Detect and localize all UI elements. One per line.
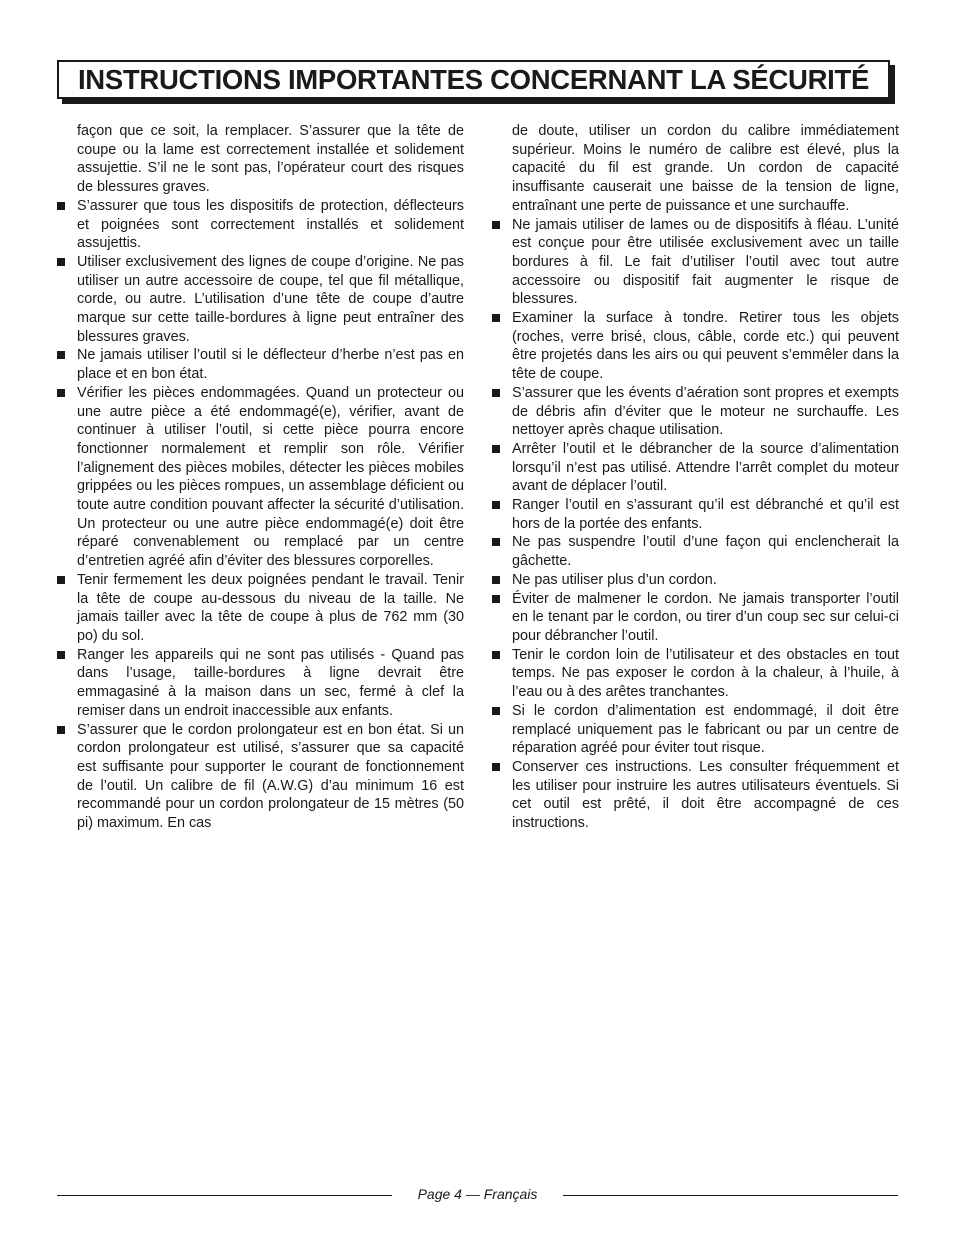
square-bullet-icon — [492, 763, 500, 771]
square-bullet-icon — [492, 314, 500, 322]
bullet-item — [492, 758, 899, 833]
continued-paragraph — [57, 122, 464, 197]
bullet-text: Vérifier les pièces endommagées. Quand un protecteur ou une autre pièce a été endommagé(e), vérifier, avant de continuer à utiliser l’outil, si cette pièce pourra encore fonctionner normalement et remplir son rôle. Vérifier l’alignement des pièces mobiles, détecter les pièces mobiles grippées ou les pièces rompues, un assemblage déficient ou toute autre condition pouvant affecter la sécurité d’utilisation. Un protecteur ou une autre pièce endommagé(e) doit être réparé convenablement ou remplacé par un centre d’entretien agréé afin d’éviter des blessures corporelles. — [77, 384, 464, 570]
square-bullet-icon — [492, 651, 500, 659]
bullet-text: de doute, utiliser un cordon du calibre immédiatement supérieur. Moins le numéro de calibre est élevé, plus la capacité du fil est grande. Un cordon de capacité insuffisante causerait une baisse de la tension de ligne, entraînant une perte de puissance et une surchauffe. — [512, 123, 899, 214]
bullet-text: Ne pas utiliser plus d’un cordon. — [512, 571, 717, 588]
bullet-text: S’assurer que tous les dispositifs de protection, déflecteurs et poignées sont correctement installés et solidement assujettis. — [77, 197, 464, 252]
bullet-item — [57, 197, 464, 253]
bullet-item — [492, 702, 899, 758]
square-bullet-icon — [492, 389, 500, 397]
continued-paragraph — [492, 122, 899, 216]
bullet-item — [492, 590, 899, 646]
page-title: INSTRUCTIONS IMPORTANTES CONCERNANT LA SÉCURITÉ — [77, 64, 870, 95]
bullet-text: S’assurer que les évents d’aération sont propres et exempts de débris afin d’éviter que le moteur ne surchauffe. Les nettoyer après chaque utilisation. — [512, 384, 899, 439]
bullet-item — [492, 309, 899, 384]
bullet-text: Utiliser exclusivement des lignes de coupe d’origine. Ne pas utiliser un autre accessoire de coupe, tel que fil métallique, corde, ou autre. L’utilisation d’une tête de coupe d’autre marque sur cette taille-bordures à ligne peut entraîner des blessures graves. — [77, 253, 464, 345]
bullet-item — [492, 216, 899, 310]
square-bullet-icon — [492, 221, 500, 229]
title-banner — [57, 60, 895, 104]
bullet-text: S’assurer que le cordon prolongateur est en bon état. Si un cordon prolongateur est utilisé, s’assurer que sa capacité est suffisante pour supporter le courant de fonctionnement de l’outil. Un calibre de fil (A.W.G) d’au minimum 16 est recommandé pour un cordon prolongateur de 15 mètres (50 pi) maximum. En cas — [77, 721, 464, 832]
bullet-item — [492, 384, 899, 440]
bullet-item — [57, 721, 464, 833]
bullet-text: Ne jamais utiliser l’outil si le déflecteur d’herbe n’est pas en place et en bon état. — [77, 347, 464, 383]
bullet-item — [57, 384, 464, 571]
page-footer — [57, 1185, 898, 1205]
bullet-text: façon que ce soit, la remplacer. S’assurer que la tête de coupe ou la lame est correctement installée et solidement assujettie. S’il ne le sont pas, l’opérateur court des risques de blessures graves. — [77, 123, 464, 196]
bullet-text: Tenir fermement les deux poignées pendant le travail. Tenir la tête de coupe au-dessous du niveau de la taille. Ne jamais tailler avec la tête de coupe à plus de 762 mm (30 po) du sol. — [77, 571, 464, 644]
left-column — [57, 122, 464, 833]
bullet-item — [57, 253, 464, 347]
bullet-text: Ranger l’outil en s’assurant qu’il est débranché et qu’il est hors de la portée des enfants. — [512, 497, 899, 532]
bullet-text: Si le cordon d’alimentation est endommagé, il doit être remplacé uniquement pas le fabricant ou par un centre de réparation agréé pour éviter tout risque. — [512, 702, 899, 757]
square-bullet-icon — [57, 576, 65, 584]
footer-page-label: Page 4 — Français — [417, 1186, 538, 1202]
square-bullet-icon — [57, 202, 65, 210]
bullet-text: Ne pas suspendre l’outil d’une façon qui enclencherait la gâchette. — [512, 534, 899, 570]
bullet-item — [492, 496, 899, 533]
square-bullet-icon — [492, 707, 500, 715]
bullet-item — [492, 646, 899, 702]
bullet-text: Conserver ces instructions. Les consulter fréquemment et les utiliser pour instruire les autres utilisateurs éventuels. Si cet outil est prêté, il doit être accompagné de ces instructions. — [512, 758, 899, 832]
title-box — [57, 60, 890, 99]
bullet-item — [57, 346, 464, 383]
footer-rule-left — [57, 1195, 392, 1196]
square-bullet-icon — [492, 595, 500, 603]
bullet-text: Arrêter l’outil et le débrancher de la source d’alimentation lorsqu’il n’est pas utilisé. Attendre l’arrêt complet du moteur avant de déplacer l’outil. — [512, 440, 899, 495]
bullet-item — [492, 571, 899, 590]
square-bullet-icon — [57, 389, 65, 397]
square-bullet-icon — [57, 351, 65, 359]
bullet-text: Ne jamais utiliser de lames ou de dispositifs à fléau. L’unité est conçue pour être utilisée exclusivement avec un taille bordures à fil. Le fait d’utiliser l’outil avec tout autre accessoire ou dispositif fait augmenter le risque de blessures. — [512, 216, 899, 308]
bullet-item — [57, 646, 464, 721]
square-bullet-icon — [492, 538, 500, 546]
bullet-text: Tenir le cordon loin de l’utilisateur et des obstacles en tout temps. Ne pas exposer le cordon à la chaleur, à l’huile, à l’eau ou à des arêtes tranchantes. — [512, 646, 899, 701]
bullet-text: Éviter de malmener le cordon. Ne jamais transporter l’outil en le tenant par le cordon, ou tirer d’un coup sec sur celui-ci pour débrancher l’outil. — [512, 590, 899, 644]
square-bullet-icon — [57, 726, 65, 734]
square-bullet-icon — [492, 501, 500, 509]
bullet-text: Examiner la surface à tondre. Retirer tous les objets (roches, verre brisé, clous, câble, corde etc.) qui peuvent être projetés dans les airs ou qui peuvent s’emmêler dans la tête de coupe. — [512, 310, 899, 383]
bullet-item — [57, 571, 464, 646]
footer-rule-right — [563, 1195, 898, 1196]
square-bullet-icon — [57, 651, 65, 659]
right-column — [492, 122, 899, 833]
square-bullet-icon — [492, 576, 500, 584]
square-bullet-icon — [492, 445, 500, 453]
square-bullet-icon — [57, 258, 65, 266]
bullet-text: Ranger les appareils qui ne sont pas utilisés - Quand pas dans l’usage, taille-bordures à ligne devrait être emmagasiné à la maison dans un sec, fermé à clef la remiser dans un endroit inaccessible aux enfants. — [77, 646, 464, 719]
bullet-item — [492, 440, 899, 496]
bullet-item — [492, 533, 899, 570]
